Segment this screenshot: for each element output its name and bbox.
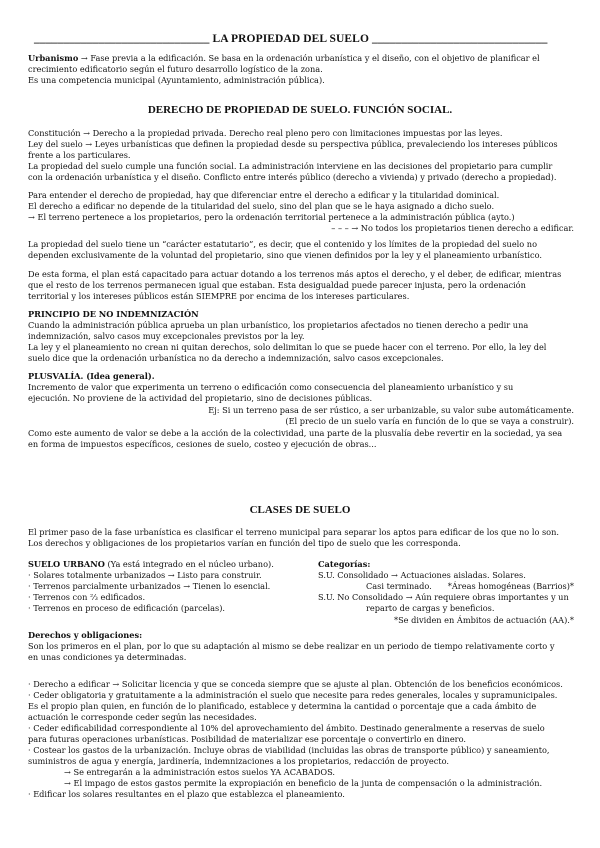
obligation-line: para futuras operaciones urbanísticas. Posibilidad de materializar ese porcentaje o convertirlo en dinero. (28, 734, 466, 744)
section-heading-derecho: DERECHO DE PROPIEDAD DE SUELO. FUNCIÓN SOCIAL. (147, 104, 453, 116)
paragraph-line: dependen exclusivamente de la voluntad del propietario, sino que vienen definidos por la ley y el planeamiento urbanístico. (28, 250, 542, 260)
paragraph-line: indemnización, salvo casos muy excepcionales previstos por la ley. (28, 331, 305, 341)
paragraph-line: La propiedad del suelo tiene un “carácter estatutario”, es decir, que el contenido y los límites de la propiedad del suelo no (28, 239, 538, 249)
paragraph-line: El derecho a edificar no depende de la titularidad del suelo, sino del plan que se le haya asignado a dicho suelo. (28, 201, 495, 211)
paragraph-line: Para entender el derecho de propiedad, hay que diferenciar entre el derecho a edificar y la titularidad dominical. (28, 190, 500, 200)
suelo-urbano-heading (28, 559, 274, 570)
categoria-note: *Se dividen en Ámbitos de actuación (AA).* (393, 615, 574, 625)
urbanismo-term: Urbanismo (28, 53, 79, 63)
paragraph-line: La ley y el planeamiento no crean ni quitan derechos, solo delimitan lo que se puede hacer con el terreno. Por ello, la ley del (28, 342, 547, 352)
urbanismo-line-2: crecimiento edificatorio según el futuro desarrollo logístico de la zona. (28, 64, 323, 74)
paragraph-line: en forma de impuestos específicos, cesiones de suelo, costeo y ejecución de obras... (28, 439, 377, 449)
paragraph-line: De esta forma, el plan está capacitado para actuar dotando a los terrenos más aptos el derecho, y el deber, de edificar, mientras (28, 269, 562, 279)
list-item: · Terrenos parcialmente urbanizados → Tienen lo esencial. (28, 581, 271, 591)
paragraph-line-right: – – – → No todos los propietarios tienen derecho a edificar. (331, 223, 574, 233)
obligation-line: · Ceder obligatoria y gratuitamente a la administración el suelo que necesite para redes generales, locales y supramunicipales. (28, 690, 558, 700)
paragraph-line: Cuando la administración pública aprueba un plan urbanístico, los propietarios afectados no tienen derecho a pedir una (28, 320, 529, 330)
obligation-line: · Ceder edificabilidad correspondiente al 10% del aprovechamiento del ámbito. Destinado generalmente a reservas de suelo (28, 723, 545, 733)
paragraph-line: El primer paso de la fase urbanística es clasificar el terreno municipal para separar los aptos para edificar de los que no lo son. (28, 527, 559, 537)
obligation-line: suministros de agua y energía, jardinería, indemnizaciones a los propietarios, redacción de proyecto. (28, 756, 449, 766)
obligation-line: actuación le corresponde ceder según las necesidades. (28, 712, 257, 722)
section-heading-clases: CLASES DE SUELO (249, 504, 351, 516)
paragraph-line: Ley del suelo → Leyes urbanísticas que definen la propiedad desde su perspectiva pública, prevaleciendo los intereses públicos (28, 139, 558, 149)
urbanismo-text: → Fase previa a la edificación. Se basa en la ordenación urbanística y el diseño, con el objetivo de planificar el (78, 53, 540, 63)
suelo-urbano-label: SUELO URBANO (28, 559, 105, 569)
categoria-note: *Áreas homogéneas (Barrios)* (447, 581, 574, 591)
paragraph-line: suelo dice que la ordenación urbanística no da derecho a indemnización, salvo casos excepcionales. (28, 353, 444, 363)
obligation-line: · Edificar los solares resultantes en el plazo que establezca el planeamiento. (28, 789, 345, 799)
subheading-principio: PRINCIPIO DE NO INDEMNIZACIÓN (28, 309, 199, 319)
obligation-line: · Derecho a edificar → Solicitar licencia y que se conceda siempre que se ajuste al plan. Obtención de los beneficios económicos. (28, 679, 563, 689)
subheading-plusvalia: PLUSVALÍA. (Idea general). (28, 371, 155, 381)
paragraph-line: Constitución → Derecho a la propiedad privada. Derecho real pleno pero con limitaciones impuestas por las leyes. (28, 128, 503, 138)
indented-line: → El impago de estos gastos permite la expropiación en beneficio de la junta de compensación o la administración. (64, 778, 543, 788)
categorias-heading: Categorías: (318, 559, 371, 569)
list-item: · Terrenos con ⅔ edificados. (28, 592, 146, 602)
suelo-urbano-note: (Ya está integrado en el núcleo urbano). (104, 559, 274, 569)
page-title: ______________________________ LA PROPIEDAD DEL SUELO ______________________________ (34, 33, 548, 45)
urbanismo-line-3: Es una competencia municipal (Ayuntamiento, administración pública). (28, 75, 325, 85)
categoria-line: Casi terminado. (366, 581, 432, 591)
paragraph-line: Como este aumento de valor se debe a la acción de la colectividad, una parte de la plusvalía debe revertir en la sociedad, ya sea (28, 428, 563, 438)
obligation-line: Es el propio plan quien, en función de lo planificado, establece y determina la cantidad o porcentaje que a cada ámbito de (28, 701, 537, 711)
categoria-line: S.U. Consolidado → Actuaciones aisladas. Solares. (318, 570, 526, 580)
paragraph-line: en unas condiciones ya determinadas. (28, 652, 187, 662)
paragraph-line: Los derechos y obligaciones de los propietarios varían en función del tipo de suelo que les corresponda. (28, 538, 461, 548)
paragraph-line: Incremento de valor que experimenta un terreno o edificación como consecuencia del planeamiento urbanístico y su (28, 382, 514, 392)
list-item: · Solares totalmente urbanizados → Listo para construir. (28, 570, 262, 580)
list-item: · Terrenos en proceso de edificación (parcelas). (28, 603, 226, 613)
paragraph-line: que el resto de los terrenos permanecen igual que estaban. Esta desigualdad puede parecer injusta, pero la ordenación (28, 280, 526, 290)
example-line: Ej: Si un terreno pasa de ser rústico, a ser urbanizable, su valor sube automáticamente. (208, 405, 574, 415)
paragraph-line: → El terreno pertenece a los propietarios, pero la ordenación territorial pertenece a la administración pública (ayto.) (28, 212, 515, 222)
urbanismo-line-1 (28, 53, 540, 64)
paragraph-line: territorial y los intereses públicos están SIEMPRE por encima de los intereses particulares. (28, 291, 410, 301)
paragraph-line: La propiedad del suelo cumple una función social. La administración interviene en las decisiones del propietario para cumplir (28, 161, 553, 171)
categoria-line: reparto de cargas y beneficios. (366, 603, 495, 613)
indented-line: → Se entregarán a la administración estos suelos YA ACABADOS. (64, 767, 336, 777)
paragraph-line: con la ordenación urbanística y el diseño. Conflicto entre interés público (derecho a vivienda) y privado (derecho a propiedad). (28, 172, 557, 182)
paragraph-line: Son los primeros en el plan, por lo que su adaptación al mismo se debe realizar en un periodo de tiempo relativamente corto y (28, 641, 555, 651)
obligation-line: · Costear los gastos de la urbanización. Incluye obras de viabilidad (incluidas las obras de transporte público) y saneamiento, (28, 745, 550, 755)
derechos-heading: Derechos y obligaciones: (28, 630, 143, 640)
categoria-line: S.U. No Consolidado → Aún requiere obras importantes y un (318, 592, 569, 602)
paragraph-line: ejecución. No proviene de la actividad del propietario, sino de decisiones públicas. (28, 393, 373, 403)
example-line: (El precio de un suelo varía en función de lo que se vaya a construir). (285, 416, 574, 426)
paragraph-line: frente a los particulares. (28, 150, 131, 160)
